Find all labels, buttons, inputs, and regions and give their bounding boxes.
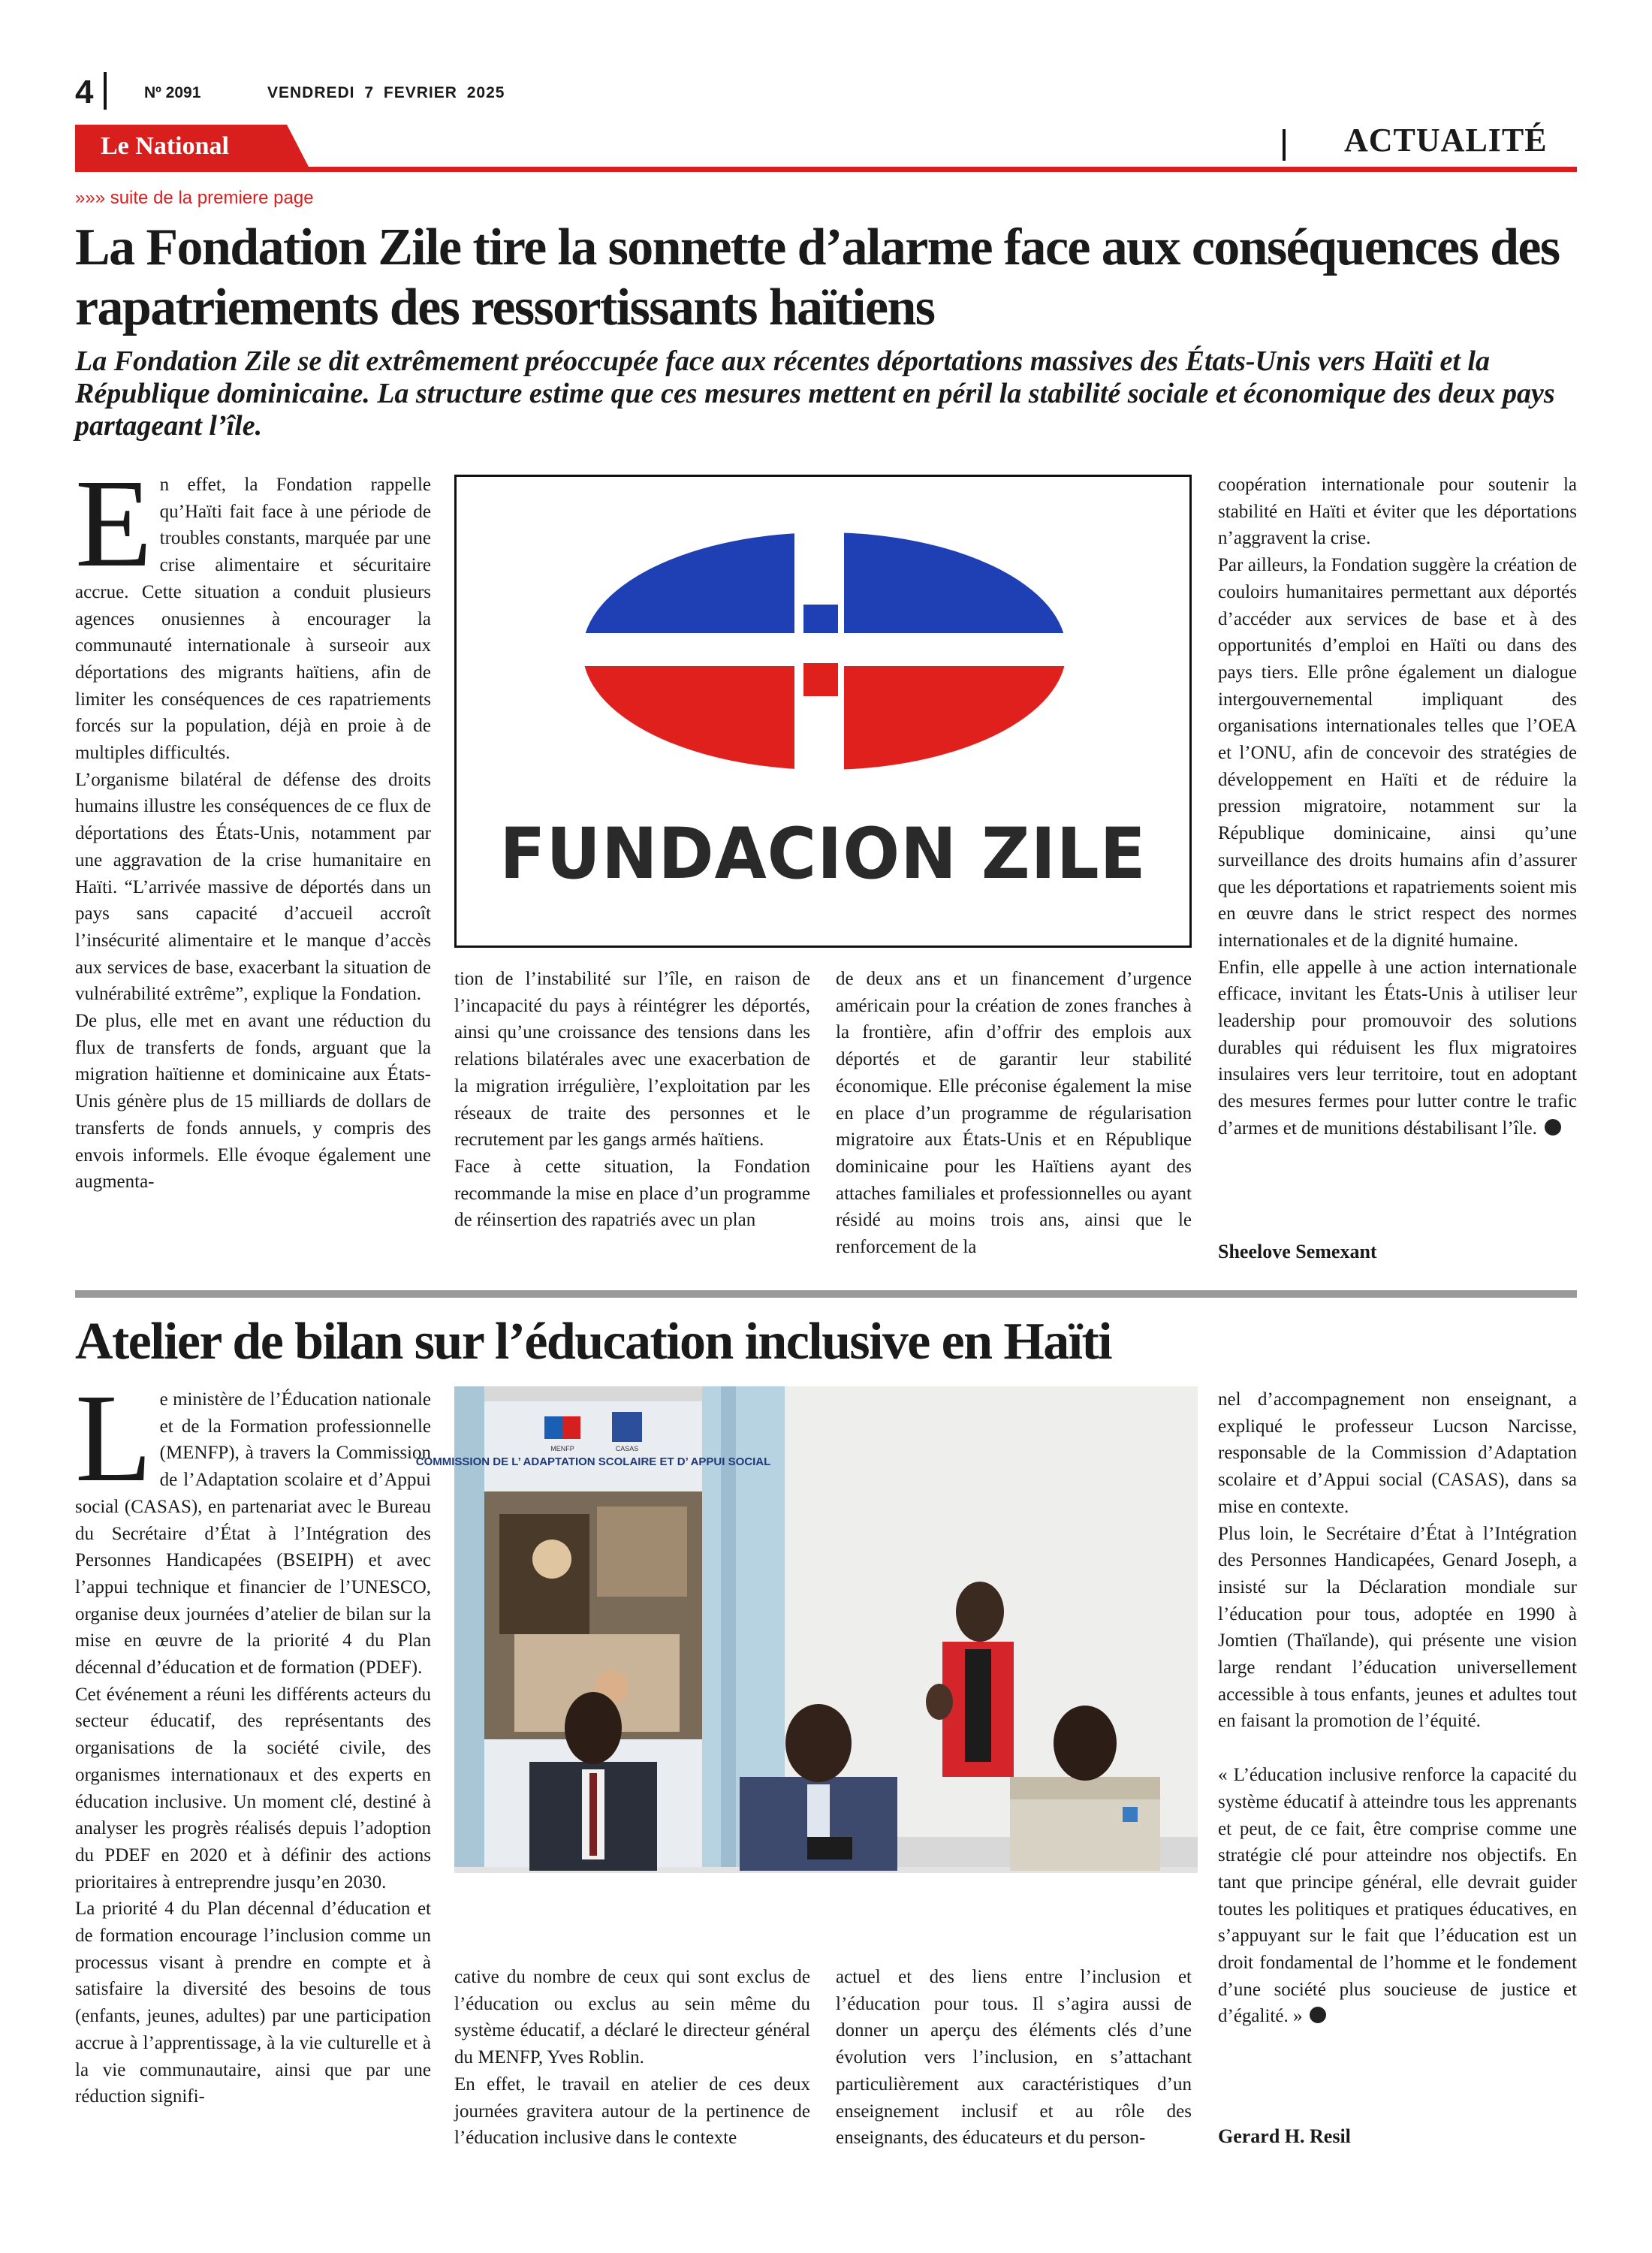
article1-author: Sheelove Semexant	[1218, 1241, 1377, 1262]
page-number: 4	[75, 74, 94, 110]
article2-column-1	[75, 1368, 431, 2110]
article1-lead: La Fondation Zile se dit extrêmement préoccupée face aux récentes déportations massives des États-Unis vers Haïti et la République dominicaine. La structure estime que ces mesures mettent en péril la stabilité sociale et économique des deux pays partageant l’île.	[75, 345, 1555, 442]
logo-wordmark: FUNDACION ZILE	[499, 813, 1147, 895]
article2-col4-paragraph-2: Plus loin, le Secrétaire d’État à l’Intégration des Personnes Handicapées, Genard Joseph, a insisté sur la Déclaration mondiale sur l’éducation pour tous, adoptée en 1990 à Jomtien (Thaïlande), qui présente une vision large rendant l’éducation universellement accessible à tous enfants, jeunes et adultes tout en faisant la promotion de l’équité.	[1218, 1523, 1577, 1732]
continuation-note: »»» suite de la premiere page	[75, 188, 314, 208]
header-divider	[104, 72, 107, 110]
article1-col1-paragraph-2: L’organisme bilatéral de défense des droits humains illustre les conséquences de ce flux de déportations des États-Unis, notamment par une aggravation de la crise humanitaire en Haïti. “L’arrivée massive de déportés dans un pays sans capacité d’accueil accroît l’insécurité alimentaire et le manque d’accès aux services de base, exacerbant la situation de vulnérabilité extrême”, explique la Fondation.	[75, 769, 431, 1005]
article1-column-1	[75, 454, 431, 1196]
issue-number: Nº 2091	[144, 84, 201, 101]
article2-column-4	[1218, 1386, 1577, 2030]
article1-column-2	[454, 966, 810, 1234]
article-divider	[75, 1290, 1577, 1298]
article2-col3-paragraph-1: actuel et des liens entre l’inclusion et l’éducation pour tous. Il s’agira aussi de donner un aperçu des éléments clés d’une évolution vers l’inclusion, en s’attachant particulièrement aux caractéristiques d’un enseignement inclusif et au rôle des enseignants, des éducateurs et du person-	[836, 1967, 1192, 2149]
article1-dropcap: E	[75, 454, 152, 593]
article2-column-3	[836, 1964, 1192, 2152]
end-mark-icon	[1310, 2007, 1326, 2023]
banner-label-menfp: MENFP	[550, 1445, 574, 1452]
article1-col4-paragraph-2: Par ailleurs, la Fondation suggère la création de couloirs humanitaires permettant aux déportés d’accéder aux services de base et à des opportunités d’emploi en Haïti ou dans des pays tiers. Elle prône également un dialogue intergouvernemental impliquant des organisations internationales telles que l’OEA et l’ONU, afin de concevoir des stratégies de développement en Haïti et de réduire la pression migratoire, notamment sur la République dominicaine, ainsi qu’une surveillance des droits humains afin d’assurer que les déportations et rapatriements soient mis en œuvre dans le strict respect des normes internationales et de la dignité humaine.	[1218, 555, 1577, 951]
article2-dropcap: L	[75, 1368, 152, 1508]
article2-col4-paragraph-3: « L’éducation inclusive renforce la capacité du système éducatif à atteindre tous les apprenants et peut, de ce fait, être comprise comme une stratégie clé pour atteindre nos objectifs. En tant que principe général, elle devrait guider toutes les politiques et pratiques éducatives, en s’appuyant sur le fait que l’éducation est un droit fondamental de l’homme et le fondement d’une société plus soucieuse de justice et d’égalité. »	[1218, 1765, 1577, 2027]
header-rule	[75, 167, 1577, 172]
fundacion-zile-logo	[454, 475, 1192, 948]
banner-label-casas: CASAS	[615, 1445, 639, 1452]
article2-column-2	[454, 1964, 810, 2152]
article2-col4-paragraph-1: nel d’accompagnement non enseignant, a expliqué le professeur Lucson Narcisse, responsable de la Commission d’Adaptation scolaire et d’Appui social (CASAS), dans sa mise en contexte.	[1218, 1389, 1577, 1517]
article1-col1-paragraph-3: De plus, elle met en avant une réduction du flux de transferts de fonds, arguant que la migration haïtienne et dominicaine aux États-Unis génère plus de 15 milliards de dollars de transferts de fonds annuels, y compris des envois informels. Elle évoque également une augmenta-	[75, 1011, 431, 1193]
article2-col1-paragraph-3: La priorité 4 du Plan décennal d’éducation et de formation encourage l’inclusion comme un processus visant à prendre en compte et à satisfaire la diversité des besoins de tous (enfants, jeunes, adultes) par une participation accrue à l’apprentissage, à la vie culturelle et à la vie communautaire, ainsi que par une réduction signifi-	[75, 1899, 431, 2107]
article2-col2-paragraph-1: cative du nombre de ceux qui sont exclus de l’éducation ou exclus au sein même du système éducatif, a déclaré le directeur général du MENFP, Yves Roblin.	[454, 1967, 810, 2068]
article1-col2-paragraph-2: Face à cette situation, la Fondation recommande la mise en place d’un programme de réinsertion des rapatriés avec un plan	[454, 1156, 810, 1231]
section-label: ACTUALITÉ	[1344, 122, 1548, 158]
article1-col4-paragraph-3: Enfin, elle appelle à une action internationale efficace, invitant les États-Unis à utiliser leur leadership pour promouvoir des solutions durables qui réduisent les flux migratoires insulaires vers leur territoire, tout en adoptant des mesures fermes pour lutter contre le trafic d’armes et de munitions déstabilisant l’île.	[1218, 957, 1577, 1139]
article2-col1-paragraph-1: e ministère de l’Éducation nationale et de la Formation professionnelle (MENFP), à travers la Commission de l’Adaptation scolaire et d’Appui social (CASAS), en partenariat avec le Bureau du Secrétaire d’État à l’Intégration des Personnes Handicapées (BSEIPH) et avec l’appui technique et financier de l’UNESCO, organise deux journées d’atelier de bilan sur la mise en œuvre de la priorité 4 du Plan décennal d’éducation et de formation (PDEF).	[75, 1389, 431, 1678]
article1-col4-paragraph-1: coopération internationale pour soutenir la stabilité en Haïti et éviter que les déportations n’aggravent la crise.	[1218, 475, 1577, 549]
banner-title: COMMISSION DE L’ ADAPTATION SCOLAIRE ET D’ APPUI SOCIAL	[415, 1455, 771, 1468]
end-mark-icon	[1545, 1119, 1561, 1136]
article1-col1-paragraph-1: n effet, la Fondation rappelle qu’Haïti fait face à une période de troubles constants, marquée par une crise alimentaire et sécuritaire accrue. Cette situation a conduit plusieurs agences onusiennes à encourager la communauté internationale à surseoir aux déportations des migrants haïtiens, afin de limiter les conséquences de ces rapatriements forcés sur la population, déjà en proie à de multiples difficultés.	[75, 475, 431, 764]
article1-col2-paragraph-1: tion de l’instabilité sur l’île, en raison de l’incapacité du pays à réintégrer les déportés, ainsi qu’une croissance des tensions dans les relations bilatérales avec une exacerbation de la migration irrégulière, l’exploitation par les réseaux de traite des personnes et le recrutement par les gangs armés haïtiens.	[454, 969, 810, 1151]
brand-name: Le National	[101, 132, 229, 160]
section-divider	[1283, 129, 1286, 161]
article1-title: La Fondation Zile tire la sonnette d’alarme face aux conséquences des rapatriements des ressortissants haïtiens	[75, 219, 1560, 336]
article2-col1-paragraph-2: Cet événement a réuni les différents acteurs du secteur éducatif, des représentants des organisations de la société civile, des organismes internationaux et des experts en éducation inclusive. Un moment clé, destiné à analyser les progrès réalisés depuis l’adoption du PDEF en 2020 et à définir des actions prioritaires à entreprendre jusqu’en 2030.	[75, 1684, 431, 1893]
article1-column-3	[836, 966, 1192, 1261]
issue-date: VENDREDI 7 FEVRIER 2025	[267, 84, 505, 101]
article1-column-4	[1218, 472, 1577, 1142]
article2-col2-paragraph-2: En effet, le travail en atelier de ces deux journées gravitera autour de la pertinence de l’éducation inclusive dans le contexte	[454, 2074, 810, 2149]
article2-author: Gerard H. Resil	[1218, 2125, 1351, 2147]
article2-title: Atelier de bilan sur l’éducation inclusive en Haïti	[75, 1313, 1112, 1371]
workshop-photo	[415, 1386, 1198, 1946]
article1-col3-paragraph-1: de deux ans et un financement d’urgence américain pour la création de zones franches à la frontière, afin d’offrir des emplois aux déportés et de garantir leur stabilité économique. Elle préconise également la mise en place d’un programme de régularisation migratoire aux États-Unis et en République dominicaine pour les Haïtiens ayant des attaches familiales et professionnelles ou ayant résidé au moins trois ans, ainsi que le renforcement de la	[836, 969, 1192, 1258]
